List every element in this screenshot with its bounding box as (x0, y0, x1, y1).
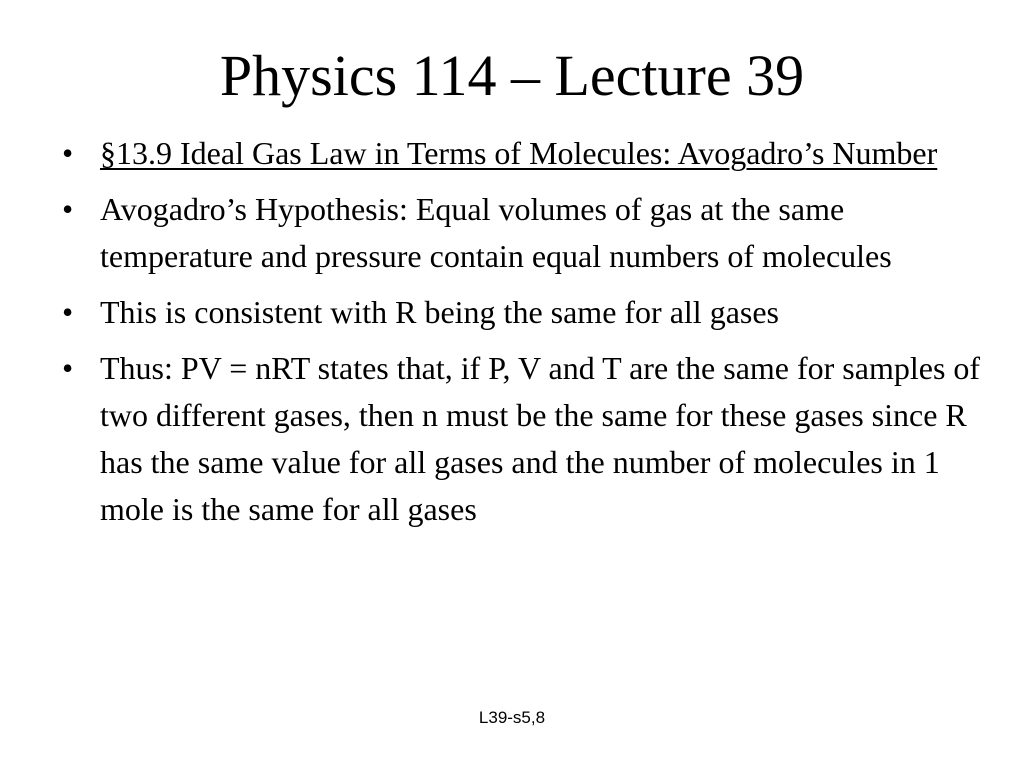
bullet-marker: • (62, 294, 74, 330)
bullet-item-pv-nrt (62, 345, 982, 533)
bullet-text: This is consistent with R being the same for all gases (100, 294, 779, 330)
bullet-text: Thus: PV = nRT states that, if P, V and T are the same for samples of two different gases, then n must be the same for these gases since R has the same value for all gases and the number of molecules in 1 mole is the same for all gases (100, 350, 981, 527)
bullet-item-r-consistency (62, 289, 982, 336)
bullet-marker: • (62, 350, 74, 386)
bullet-item-section-heading (62, 130, 982, 177)
slide-footer: L39-s5,8 (478, 708, 546, 727)
section-heading-text: §13.9 Ideal Gas Law in Terms of Molecules: Avogadro’s Number (100, 135, 938, 171)
bullet-list (62, 130, 982, 542)
slide-title: Physics 114 – Lecture 39 (219, 43, 805, 108)
bullet-text: Avogadro’s Hypothesis: Equal volumes of gas at the same temperature and pressure contain equal numbers of molecules (100, 191, 892, 274)
bullet-marker: • (62, 135, 74, 171)
bullet-item-avogadro-hypothesis (62, 186, 982, 280)
bullet-marker: • (62, 191, 74, 227)
